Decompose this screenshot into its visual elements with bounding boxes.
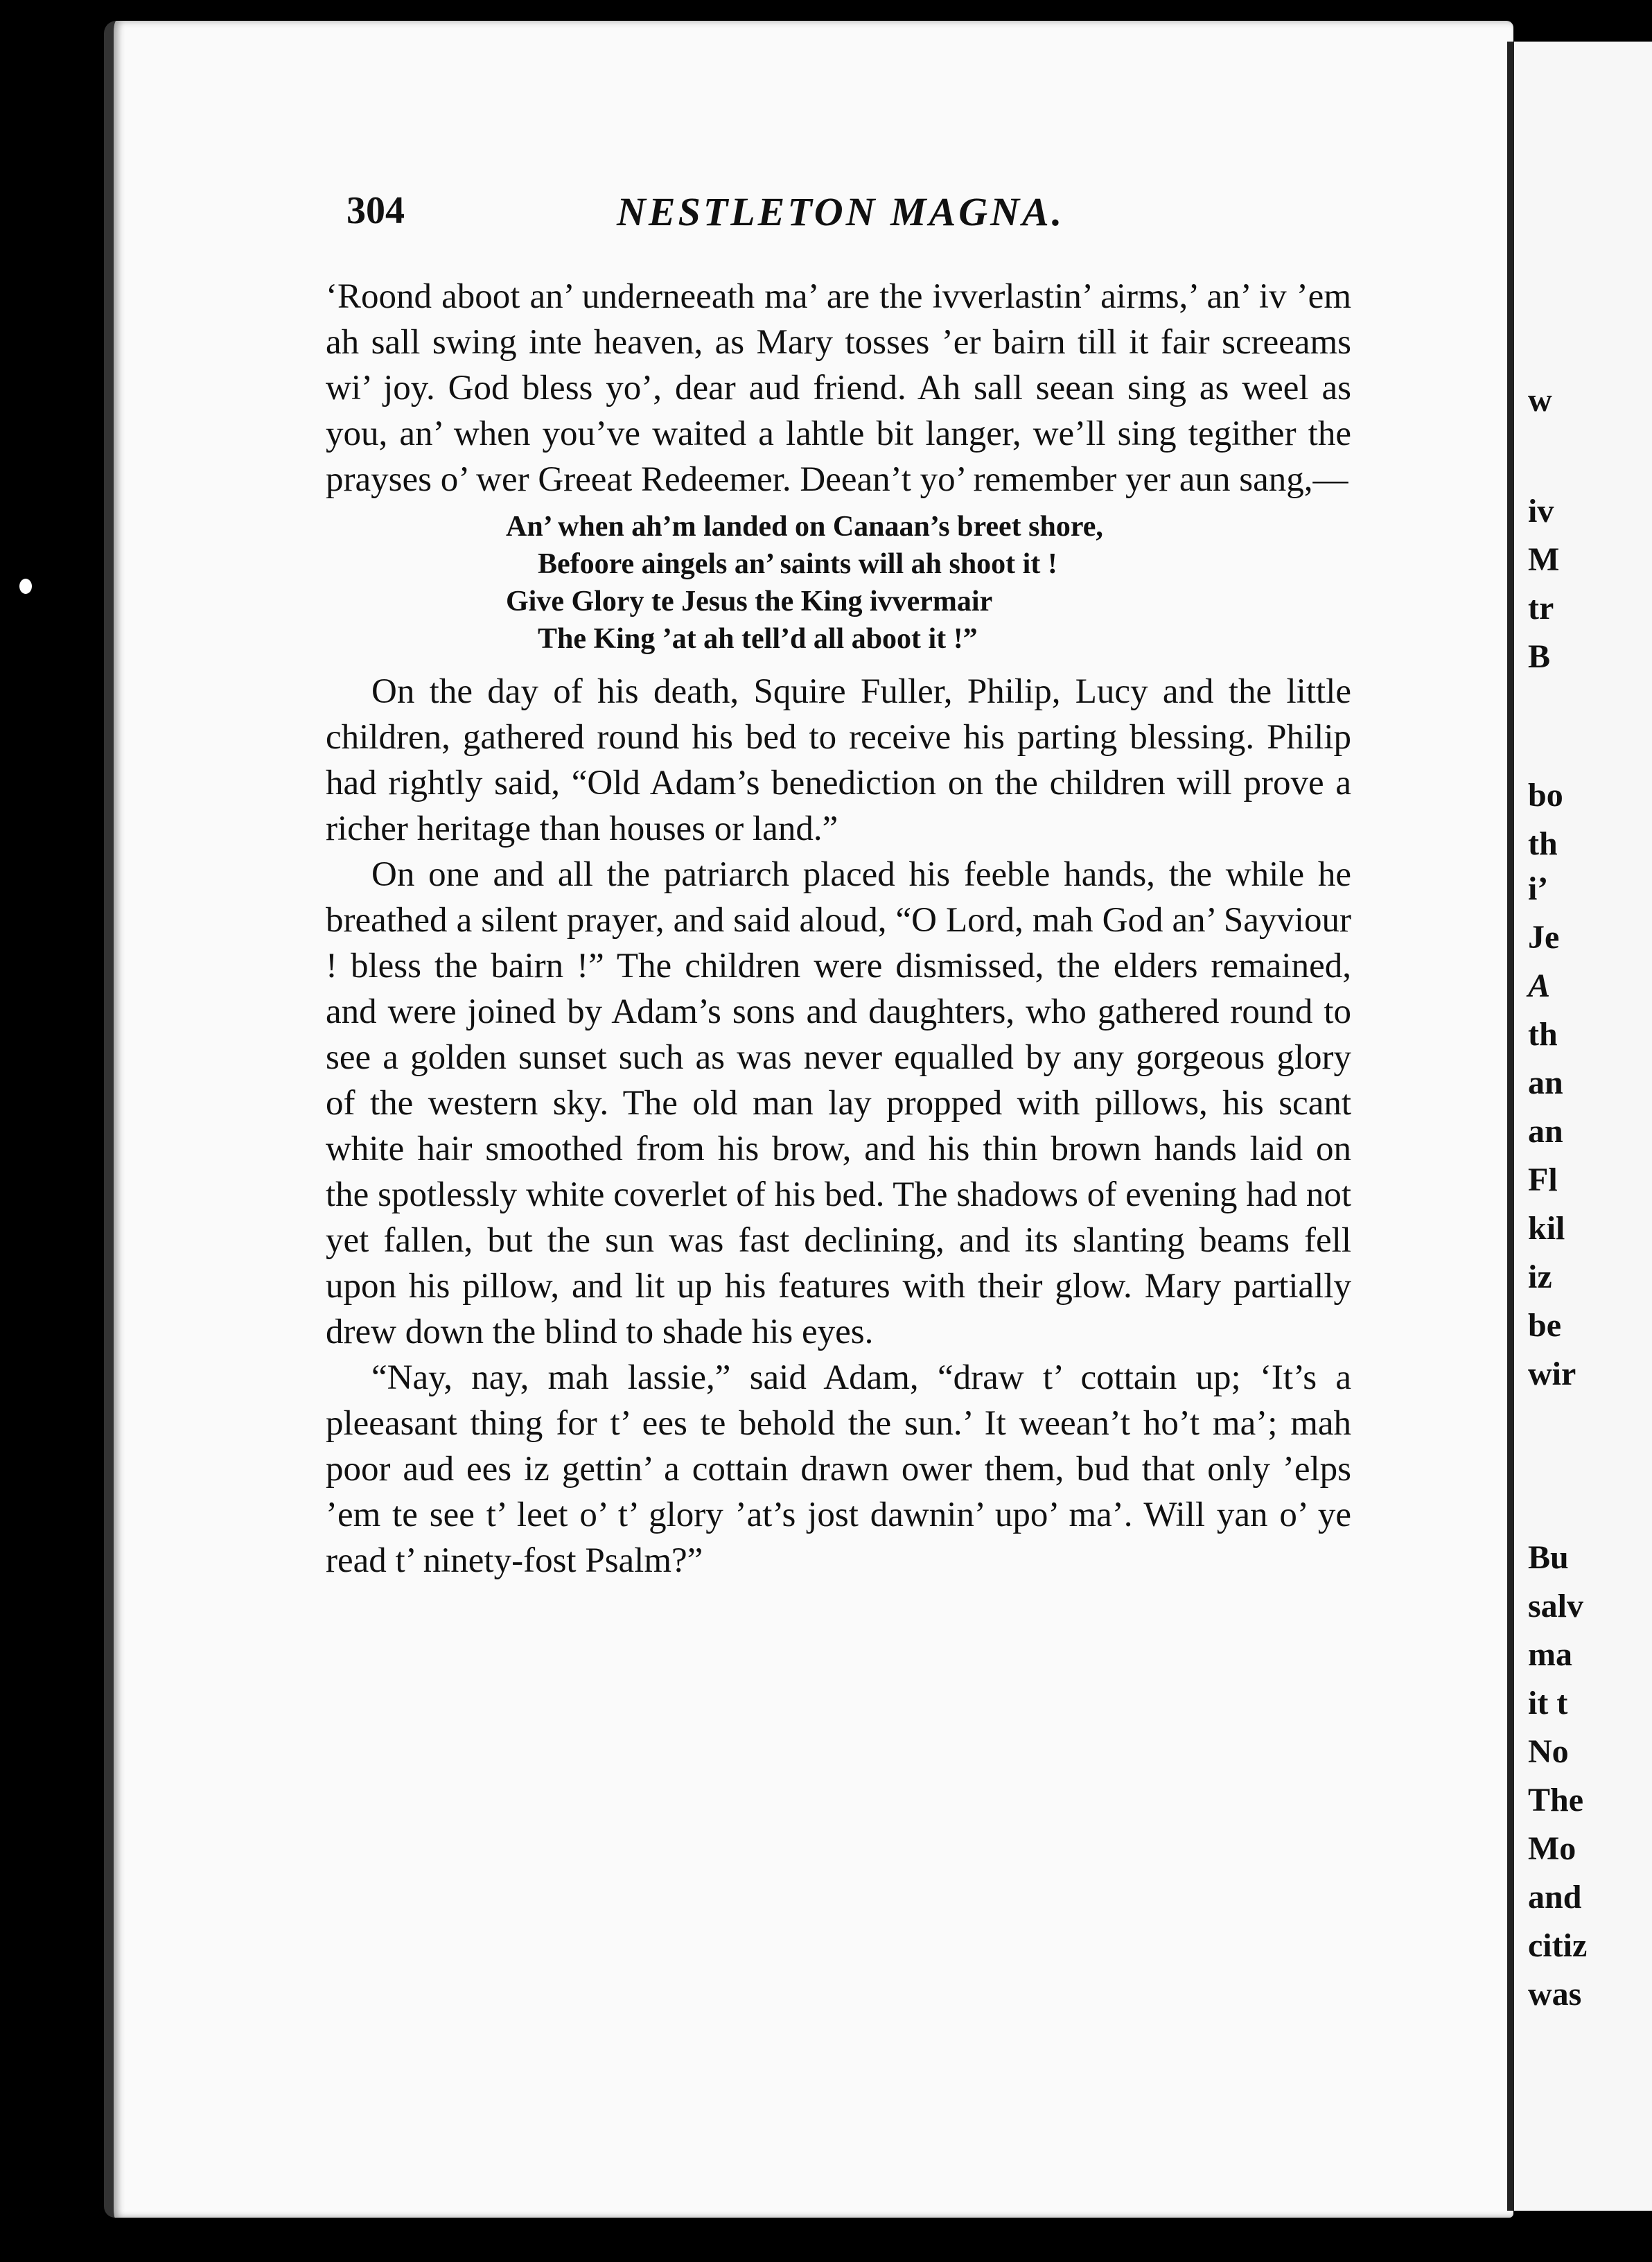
facing-page-fragment: iv xyxy=(1528,493,1554,529)
verse-line: The King ’at ah tell’d all aboot it !” xyxy=(538,623,978,655)
facing-page-fragment: kil xyxy=(1528,1210,1565,1247)
facing-page-fragment: No xyxy=(1528,1733,1569,1770)
verse-line: Give Glory te Jesus the King ivvermair xyxy=(506,586,993,617)
facing-page-fragment: tr xyxy=(1528,590,1554,626)
page-header xyxy=(340,188,1407,244)
page-number: 304 xyxy=(346,189,405,232)
facing-page-fragment: th xyxy=(1528,1016,1558,1053)
facing-page-edge xyxy=(1507,42,1652,2211)
facing-page-fragment: was xyxy=(1528,1976,1582,2013)
facing-page-fragment: Mo xyxy=(1528,1830,1576,1867)
facing-page-fragment: be xyxy=(1528,1307,1561,1344)
facing-page-fragment: M xyxy=(1528,541,1560,578)
verse-block xyxy=(506,508,1351,658)
page-text xyxy=(326,274,1351,1584)
facing-page-fragment: A xyxy=(1528,967,1551,1004)
running-title: NESTLETON MAGNA. xyxy=(617,189,1065,234)
paragraph: On one and all the patriarch placed his feeble hands, the while he breathed a silent prayer, and said aloud, “O Lord, mah God an’ Sayviour ! bless the bairn !” The children were dismissed, the elders remained, and were joined by Adam’s sons and daughters, who gathered round to see a golden sunset such as was never equalled by any gorgeous glory of the western sky. The old man lay propped with pillows, his scant white hair smoothed from his brow, and his thin brown hands laid on the spotlessly white coverlet of his bed. The shadows of evening had not yet fallen, but the sun was fast declining, and its slanting beams fell upon his pillow, and lit up his features with their glow. Mary partially drew down the blind to shade his eyes. xyxy=(326,855,1351,1351)
facing-page-fragment: ma xyxy=(1528,1636,1572,1673)
facing-page-fragment: it t xyxy=(1528,1685,1568,1721)
facing-page-fragment: an xyxy=(1528,1064,1563,1101)
facing-page-fragment: an xyxy=(1528,1113,1563,1150)
margin-speck xyxy=(19,579,32,594)
facing-page-fragment: wir xyxy=(1528,1356,1576,1392)
facing-page-fragment: iz xyxy=(1528,1259,1552,1295)
paragraph: On the day of his death, Squire Fuller, Philip, Lucy and the little children, gathered round his bed to receive his parting blessing. Philip had rightly said, “Old Adam’s benediction on the children will prove a richer heritage than houses or land.” xyxy=(326,672,1351,848)
facing-page-fragment: citiz xyxy=(1528,1927,1588,1964)
verse-line: Befoore aingels an’ saints will ah shoot it ! xyxy=(538,548,1057,580)
facing-page-fragment: B xyxy=(1528,638,1551,675)
paragraph: “Nay, nay, mah lassie,” said Adam, “draw t’ cottain up; ‘It’s a pleeasant thing for t’ ees te behold the sun.’ It weean’t ho’t ma’; mah poor aud ees iz gettin’ a cottain drawn ower them, bud that only ’elps ’em te see t’ leet o’ t’ glory ’at’s jost dawnin’ upo’ ma’. Will yan o’ ye read t’ ninety-fost Psalm?” xyxy=(326,1358,1351,1580)
facing-page-fragment: th xyxy=(1528,825,1558,862)
facing-page-fragment: salv xyxy=(1528,1588,1584,1624)
paragraph: ‘Roond aboot an’ underneeath ma’ are the ivverlastin’ airms,’ an’ iv ’em ah sall swing inte heaven, as Mary tosses ’er bairn till it fair screeams wi’ joy. God bless yo’, dear aud friend. Ah sall seean sing as weel as you, an’ when you’ve waited a lahtle bit langer, we’ll sing tegither the prayses o’ wer Greeat Redeemer. Deean’t yo’ remember yer aun sang,— xyxy=(326,277,1351,499)
facing-page-fragment: Bu xyxy=(1528,1539,1569,1576)
facing-page-fragment: i’ xyxy=(1528,870,1549,907)
facing-page-fragment: Je xyxy=(1528,919,1560,956)
verse-line: An’ when ah’m landed on Canaan’s breet shore, xyxy=(506,511,1103,543)
facing-page-fragment: and xyxy=(1528,1879,1582,1915)
facing-page-fragment: bo xyxy=(1528,777,1563,814)
facing-page-fragment: Fl xyxy=(1528,1161,1558,1198)
facing-page-fragment: The xyxy=(1528,1782,1584,1818)
facing-page-fragment: w xyxy=(1528,382,1552,419)
